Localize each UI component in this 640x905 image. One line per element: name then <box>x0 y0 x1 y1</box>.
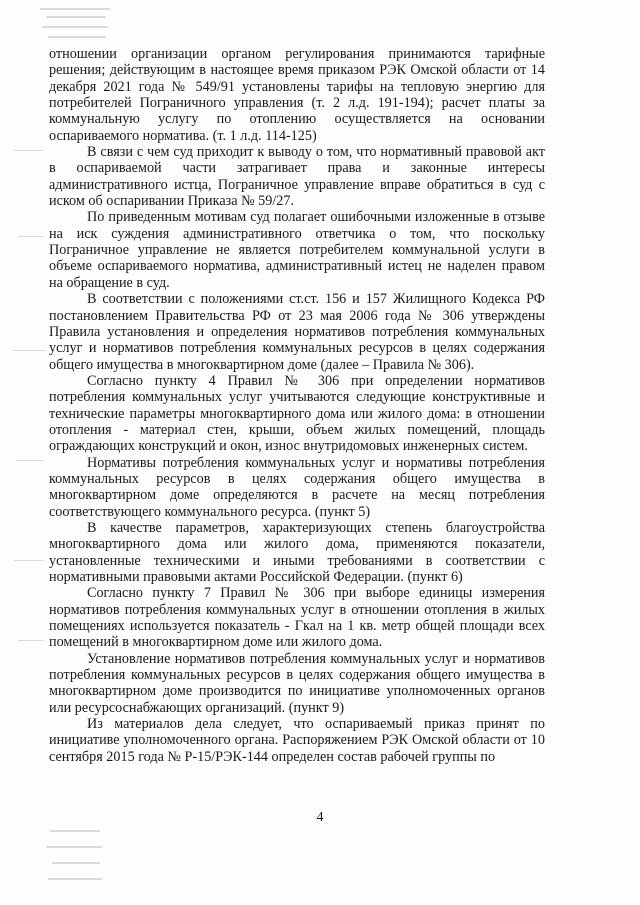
paragraph-point-7: Согласно пункту 7 Правил № 306 при выборе единицы измерения нормативов потребления коммунальных услуг в отношении отопления в жилых помещениях используется показатель - Гкал на 1 кв. метр общей площади всех помещений в многоквартирном доме или жилого дома. <box>49 585 545 651</box>
paragraph-materials: Из материалов дела следует, что оспариваемый приказ принят по инициативе уполномоченного органа. Распоряжением РЭК Омской области от 10 сентября 2015 года № Р-15/РЭК-144 определен состав рабочей группы по <box>49 716 545 765</box>
paragraph-point-5: Нормативы потребления коммунальных услуг и нормативы потребления коммунальных ресурсов в целях содержания общего имущества в многоквартирном доме определяются в расчете на месяц потребления соответствующего коммунального ресурса. (пункт 5) <box>49 454 545 520</box>
paragraph-rules-306: В соответствии с положениями ст.ст. 156 и 157 Жилищного Кодекса РФ постановлением Правительства РФ от 23 мая 2006 года № 306 утверждены Правила установления и определения нормативов потребления коммунальных услуг и нормативов потребления коммунальных ресурсов в целях содержания общего имущества в многоквартирном доме (далее – Правила № 306). <box>49 291 545 373</box>
paragraph-respondent-argument: По приведенным мотивам суд полагает ошибочными изложенные в отзыве на иск суждения административного ответчика о том, что поскольку Пограничное управление не является потребителем коммунальной услуги в объеме оспариваемого норматива, административный истец не наделен правом на обращение в суд. <box>49 209 545 291</box>
paragraph-court-conclusion: В связи с чем суд приходит к выводу о том, что нормативный правовой акт в оспариваемой части затрагивает права и законные интересы административного истца, Пограничное управление вправе обратиться в суд с иском об оспаривании Приказа № 59/27. <box>49 144 545 210</box>
paragraph-point-6: В качестве параметров, характеризующих степень благоустройства многоквартирного дома или жилого дома, применяются показатели, установленные техническими и иными требованиями в соответствии с нормативными правовыми актами Российской Федерации. (пункт 6) <box>49 519 545 585</box>
paragraph-point-9: Установление нормативов потребления коммунальных услуг и нормативов потребления коммунальных ресурсов в целях содержания общего имущества в многоквартирном доме производится по инициативе уполномоченных органов или ресурсоснабжающих организаций. (пункт 9) <box>49 650 545 716</box>
document-body <box>49 46 545 765</box>
page-number: 4 <box>316 810 324 825</box>
paragraph-point-4: Согласно пункту 4 Правил № 306 при определении нормативов потребления коммунальных услуг учитываются следующие конструктивные и технические параметры многоквартирного дома или жилого дома: в отношении отопления - материал стен, крыши, объем жилых помещений, площадь ограждающих конструкций и окон, износ внутридомовых инженерных систем. <box>49 372 545 455</box>
paragraph-tariff-decisions: отношении организации органом регулирования принимаются тарифные решения; действующим в настоящее время приказом РЭК Омской области от 14 декабря 2021 года № 549/91 установлены тарифы на тепловую энергию для потребителей Пограничного управления (т. 2 л.д. 191-194); расчет платы за коммунальную услугу по отоплению осуществляется на основании оспариваемого норматива. (т. 1 л.д. 114-125) <box>49 46 545 144</box>
